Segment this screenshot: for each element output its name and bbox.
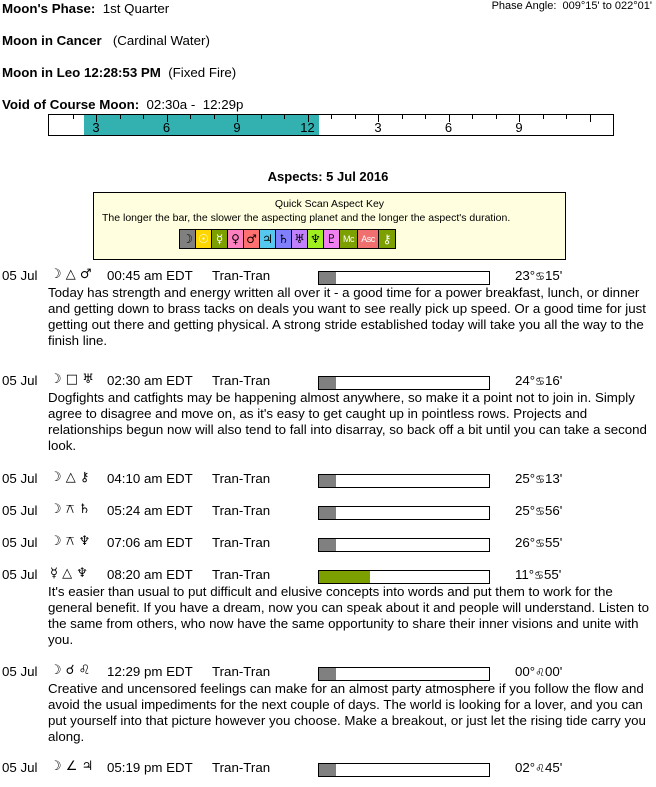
aspect-row <box>0 503 656 521</box>
aspect-interpretation: Dogfights and catfights may be happening almost anywhere, so make it a point not to join in. Simply agree to disagree and move on, as it's easy to get caught up in pointless rows. Projects and relationships begun now will also tend to fall into disarray, so back off a bit until you can take a second look. <box>48 390 647 453</box>
position-degrees: 26° <box>515 535 536 550</box>
zodiac-sign-icon: ♋ <box>535 537 545 550</box>
phase-angle: Phase Angle: 009°15' to 022°01' <box>491 0 652 12</box>
aspect-position <box>515 268 562 283</box>
voc-hour-label: 12 <box>300 120 315 135</box>
aspect-type: Tran-Tran <box>212 535 271 550</box>
position-degrees: 02° <box>515 760 536 775</box>
zodiac-sign-icon: ♋ <box>535 270 545 283</box>
aspect-position <box>515 567 561 582</box>
position-minutes: 56' <box>544 503 563 518</box>
aspect-time: 04:10 am EDT <box>107 471 193 486</box>
aspect-duration-bar <box>318 376 490 390</box>
aspect-key-description: The longer the bar, the slower the aspecting planet and the longer the aspect's duration. <box>102 212 511 224</box>
aspect-time: 02:30 am EDT <box>107 373 193 388</box>
aspect-key-title: Quick Scan Aspect Key <box>274 198 385 210</box>
voc-hour-tick <box>331 115 332 119</box>
moon-phase-label: Moon's Phase: <box>2 1 96 16</box>
voc-hour-tick <box>425 115 426 119</box>
aspect-time: 05:24 am EDT <box>107 503 193 518</box>
aspect-duration-bar-fill <box>319 507 336 519</box>
position-minutes: 55' <box>544 567 562 582</box>
sun-icon: ☉ <box>196 230 212 248</box>
voc-hour-tick <box>590 115 591 122</box>
aspect-type: Tran-Tran <box>212 567 271 582</box>
aspect-duration-bar <box>318 538 490 552</box>
position-minutes: 16' <box>544 373 563 388</box>
aspect-type: Tran-Tran <box>212 503 271 518</box>
aspect-position <box>515 664 562 679</box>
uranus-icon: ♅ <box>292 230 308 248</box>
voc-hour-tick <box>190 115 191 119</box>
aspect-glyphs-icon: ☽ ⚻ ♄ <box>50 502 91 517</box>
aspect-duration-bar <box>318 506 490 520</box>
aspect-position <box>515 760 562 775</box>
aspect-duration-bar-fill <box>319 539 336 551</box>
position-degrees: 23° <box>515 268 536 283</box>
moon-sign-2-label: Moon in Leo 12:28:53 PM <box>2 65 161 80</box>
aspect-glyphs-icon: ☽ ∠ ♃ <box>50 759 94 774</box>
position-degrees: 25° <box>515 471 536 486</box>
position-degrees: 24° <box>515 373 536 388</box>
ascendant-icon: Asc <box>358 230 379 248</box>
zodiac-sign-icon: ♋ <box>535 375 545 388</box>
aspect-duration-bar <box>318 271 490 285</box>
aspect-date: 05 Jul <box>2 760 38 775</box>
aspect-position <box>515 373 562 388</box>
voc-hour-tick <box>566 115 567 119</box>
aspect-date: 05 Jul <box>2 535 38 550</box>
aspect-date: 05 Jul <box>2 373 38 388</box>
midheaven-icon: Mc <box>340 230 358 248</box>
zodiac-sign-icon: ♋ <box>534 569 544 582</box>
mercury-icon: ☿ <box>212 230 228 248</box>
planet-color-key <box>179 229 396 249</box>
aspect-duration-bar <box>318 667 490 681</box>
moon-sign-1-line <box>2 33 210 48</box>
aspect-time: 00:45 am EDT <box>107 268 193 283</box>
aspect-time: 07:06 am EDT <box>107 535 193 550</box>
aspect-type: Tran-Tran <box>212 373 271 388</box>
aspect-key-box <box>93 192 566 260</box>
position-degrees: 00° <box>515 664 536 679</box>
voc-hour-label: 3 <box>374 120 382 135</box>
position-minutes: 15' <box>544 268 563 283</box>
voc-hour-tick <box>543 115 544 119</box>
aspect-position <box>515 535 562 550</box>
voc-hour-tick <box>402 115 403 119</box>
aspect-date: 05 Jul <box>2 664 38 679</box>
voc-label: Void of Course Moon: <box>2 97 140 112</box>
aspect-date: 05 Jul <box>2 567 38 582</box>
neptune-icon: ♆ <box>308 230 324 248</box>
voc-hour-tick <box>355 115 356 119</box>
zodiac-sign-icon: ♋ <box>535 473 545 486</box>
aspect-duration-bar-fill <box>319 764 336 776</box>
voc-hour-tick <box>284 115 285 119</box>
aspect-duration-bar <box>318 763 490 777</box>
aspect-duration-bar <box>318 570 490 584</box>
aspect-time: 05:19 pm EDT <box>107 760 193 775</box>
aspect-interpretation: Today has strength and energy written all over it - a good time for a power breakfast, lunch, or dinner and getting down to brass tacks on deals you want to see really pick up speed. Or a good time for just getting out there and getting physical. A strong stride established today will take you all the way to the finish line. <box>48 285 646 348</box>
voc-line <box>2 97 243 112</box>
zodiac-sign-icon: ♋ <box>535 505 545 518</box>
voc-hour-label: 9 <box>515 120 523 135</box>
aspect-glyphs-icon: ☽ △ ♂ <box>50 267 92 282</box>
venus-icon: ♀ <box>228 230 244 248</box>
aspect-date: 05 Jul <box>2 503 38 518</box>
aspect-row <box>0 268 656 286</box>
voc-timeline <box>48 114 614 136</box>
moon-sign-1-label: Moon in Cancer <box>2 33 102 48</box>
pluto-icon: ♇ <box>324 230 340 248</box>
voc-hour-label: 6 <box>162 120 171 135</box>
aspect-row <box>0 535 656 553</box>
voc-hour-tick <box>120 115 121 119</box>
voc-hour-tick <box>496 115 497 119</box>
aspect-glyphs-icon: ☽ △ ⚷ <box>50 470 90 485</box>
voc-hour-label: 6 <box>444 120 453 135</box>
position-degrees: 11° <box>515 567 535 582</box>
saturn-icon: ♄ <box>276 230 292 248</box>
voc-hour-label: 9 <box>233 120 241 135</box>
voc-hour-tick <box>214 115 215 119</box>
aspect-position <box>515 471 562 486</box>
aspect-type: Tran-Tran <box>212 760 271 775</box>
voc-value: 02:30a - 12:29p <box>146 97 244 112</box>
aspect-row <box>0 664 656 682</box>
zodiac-sign-icon: ♌ <box>535 762 545 775</box>
aspect-row <box>0 373 656 391</box>
aspect-duration-bar <box>318 474 490 488</box>
aspect-duration-bar-fill <box>319 571 370 583</box>
aspect-type: Tran-Tran <box>212 268 271 283</box>
voc-hour-tick <box>261 115 262 119</box>
aspect-duration-bar-fill <box>319 272 336 284</box>
voc-hour-tick <box>73 115 74 119</box>
position-minutes: 00' <box>544 664 563 679</box>
moon-sign-2-value: (Fixed Fire) <box>168 65 237 80</box>
aspect-interpretation: It's easier than usual to put difficult and elusive concepts into words and put them to work for the general benefit. If you have a dream, now you can speak about it and people will understand. Listen to the same from others, who now have the same opportunity to share their inner visions and unite with you. <box>48 584 649 647</box>
aspect-row <box>0 567 656 585</box>
position-degrees: 25° <box>515 503 536 518</box>
aspect-type: Tran-Tran <box>212 471 271 486</box>
moon-phase-value: 1st Quarter <box>102 1 170 16</box>
mars-icon: ♂ <box>244 230 260 248</box>
chiron-icon: ⚷ <box>379 230 395 248</box>
aspect-date: 05 Jul <box>2 471 38 486</box>
voc-hour-label: 3 <box>92 120 100 135</box>
moon-sign-1-value: (Cardinal Water) <box>112 33 210 48</box>
position-minutes: 45' <box>544 760 563 775</box>
voc-hour-tick <box>143 115 144 119</box>
position-minutes: 55' <box>544 535 563 550</box>
aspect-interpretation: Creative and uncensored feelings can make for an almost party atmosphere if you follow the flow and avoid the usual impediments for the next couple of days. The world is looking for a lover, and you can put yourself into that picture however you choose. Make a breakout, or just let the rising tide carry you along. <box>48 681 646 744</box>
moon-icon: ☽ <box>180 230 196 248</box>
zodiac-sign-icon: ♌ <box>535 666 545 679</box>
voc-hour-tick <box>472 115 473 119</box>
aspect-duration-bar-fill <box>319 377 336 389</box>
aspect-duration-bar-fill <box>319 668 336 680</box>
aspect-glyphs-icon: ☿ △ ♆ <box>50 566 88 581</box>
aspect-row <box>0 760 656 778</box>
moon-phase-line <box>2 1 169 16</box>
aspects-title: Aspects: 5 Jul 2016 <box>267 169 389 184</box>
position-minutes: 13' <box>544 471 563 486</box>
jupiter-icon: ♃ <box>260 230 276 248</box>
aspect-time: 08:20 am EDT <box>107 567 193 582</box>
aspect-row <box>0 471 656 489</box>
aspect-position <box>515 503 562 518</box>
aspect-time: 12:29 pm EDT <box>107 664 193 679</box>
moon-sign-2-line <box>2 65 236 80</box>
aspect-date: 05 Jul <box>2 268 38 283</box>
aspect-duration-bar-fill <box>319 475 336 487</box>
aspect-type: Tran-Tran <box>212 664 271 679</box>
aspect-glyphs-icon: ☽ ⚻ ♆ <box>50 534 91 549</box>
aspect-glyphs-icon: ☽ □ ♅ <box>50 372 94 387</box>
aspect-glyphs-icon: ☽ ☌ ♌ <box>50 663 91 678</box>
